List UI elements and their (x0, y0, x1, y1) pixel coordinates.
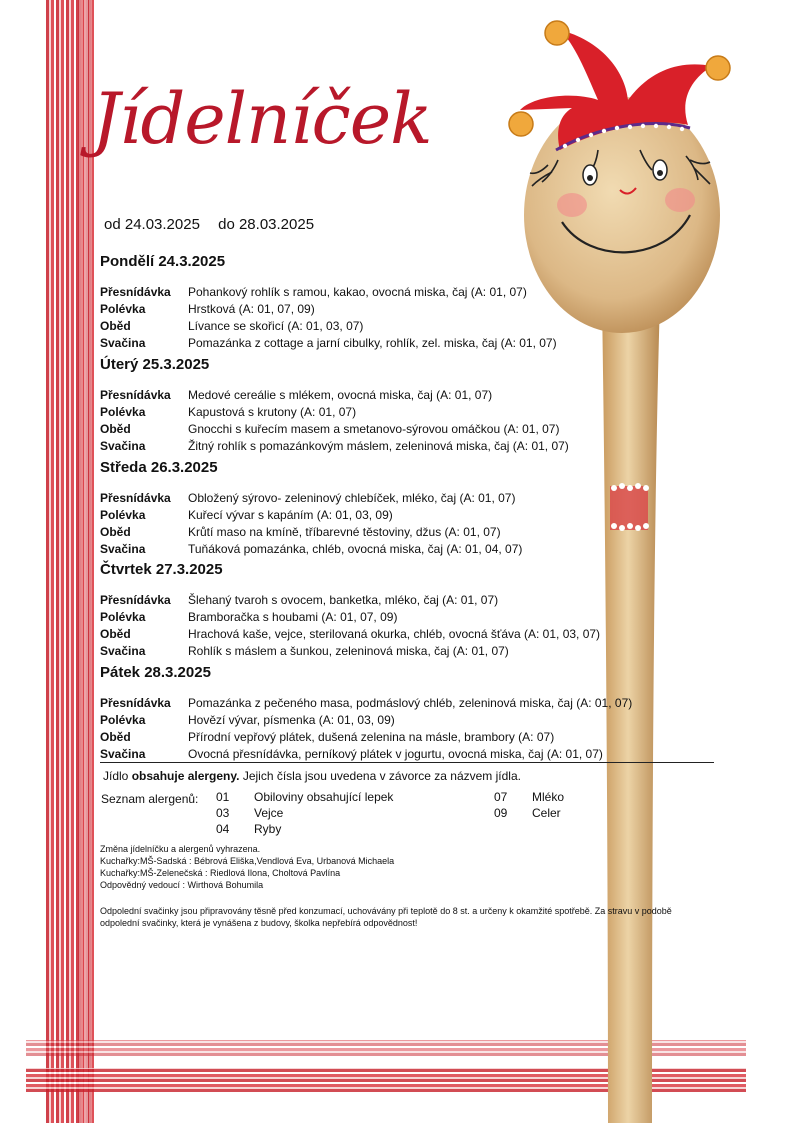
meal-row (100, 421, 720, 438)
meal-text: Bramboračka s houbami (A: 01, 07, 09) (188, 610, 398, 624)
meal-text: Gnocchi s kuřecím masem a smetanovo-sýrovou omáčkou (A: 01, 07) (188, 422, 560, 436)
meal-text: Pohankový rohlík s ramou, kakao, ovocná miska, čaj (A: 01, 07) (188, 285, 527, 299)
meal-label: Svačina (100, 336, 146, 350)
meal-text: Pomazánka z cottage a jarní cibulky, rohlík, zel. miska, čaj (A: 01, 07) (188, 336, 557, 350)
allergen-note (103, 769, 521, 783)
date-to: do 28.03.2025 (218, 216, 315, 233)
meal-text: Krůtí maso na kmíně, tříbarevné těstoviny, džus (A: 01, 07) (188, 525, 501, 539)
disclaimer-line-1: Odpolední svačinky jsou připravovány těsně před konzumací, uchovávány při teplotě do 8 st. a určeny k okamžité spotřebě. Za stravu v podobě (100, 906, 672, 916)
meal-text: Tuňáková pomazánka, chléb, ovocná miska, čaj (A: 01, 04, 07) (188, 542, 523, 556)
meal-text: Hrachová kaše, vejce, sterilovaná okurka, chléb, ovocná šťáva (A: 01, 03, 07) (188, 627, 601, 641)
meal-row (100, 318, 720, 335)
meal-row (100, 592, 720, 609)
meal-text: Medové cereálie s mlékem, ovocná miska, čaj (A: 01, 07) (188, 388, 493, 402)
day-block-thursday (100, 561, 720, 660)
staff-notes (100, 843, 794, 891)
meal-text: Rohlík s máslem a šunkou, zeleninová miska, čaj (A: 01, 07) (188, 644, 509, 658)
meal-text: Kapustová s krutony (A: 01, 07) (188, 405, 357, 419)
meal-text: Přírodní vepřový plátek, dušená zelenina na másle, brambory (A: 07) (188, 730, 555, 744)
divider (100, 762, 714, 763)
meal-label: Přesnídávka (100, 491, 171, 505)
note-manager: Odpovědný vedoucí : Wirthová Bohumila (100, 880, 264, 890)
allergen-note-post: Jejich čísla jsou uvedena v závorce za názvem jídla. (239, 769, 521, 783)
meal-row (100, 643, 720, 660)
meal-label: Svačina (100, 439, 146, 453)
disclaimer-line-2: odpolední svačinky, která je vynášena z budovy, školka nepřebírá odpovědnost! (100, 918, 418, 928)
allergen-code: 03 (216, 806, 230, 820)
meal-label: Přesnídávka (100, 285, 171, 299)
meal-label: Polévka (100, 302, 146, 316)
meal-row (100, 541, 720, 558)
meal-row (100, 335, 720, 352)
day-heading: Středa 26.3.2025 (100, 459, 218, 476)
meal-label: Přesnídávka (100, 696, 171, 710)
meal-label: Polévka (100, 610, 146, 624)
meal-row (100, 746, 720, 763)
meal-row (100, 695, 720, 712)
page-title: Jídelníček (92, 78, 432, 160)
meal-row (100, 490, 720, 507)
allergen-name: Ryby (254, 822, 282, 836)
meal-label: Oběd (100, 730, 131, 744)
date-from: od 24.03.2025 (104, 216, 200, 233)
meal-label: Oběd (100, 422, 131, 436)
note-cooks-zelenecska: Kuchařky:MŠ-Zelenečská : Riedlová Ilona, Choltová Pavlína (100, 868, 341, 878)
meal-text: Šlehaný tvaroh s ovocem, banketka, mléko, čaj (A: 01, 07) (188, 593, 499, 607)
meal-text: Žitný rohlík s pomazánkovým máslem, zeleninová miska, čaj (A: 01, 07) (188, 439, 569, 453)
meal-label: Oběd (100, 319, 131, 333)
meal-label: Polévka (100, 713, 146, 727)
meal-text: Hrstková (A: 01, 07, 09) (188, 302, 315, 316)
meal-text: Ovocná přesnídávka, perníkový plátek v jogurtu, ovocná miska, čaj (A: 01, 07) (188, 747, 603, 761)
allergen-name: Mléko (532, 790, 565, 804)
meal-text: Kuřecí vývar s kapáním (A: 01, 03, 09) (188, 508, 393, 522)
meal-label: Oběd (100, 525, 131, 539)
day-block-wednesday (100, 459, 720, 558)
meal-row (100, 729, 720, 746)
allergen-code: 01 (216, 790, 230, 804)
meal-label: Svačina (100, 644, 146, 658)
meal-label: Oběd (100, 627, 131, 641)
meal-row (100, 626, 720, 643)
allergen-code: 07 (494, 790, 508, 804)
meal-row (100, 609, 720, 626)
meal-row (100, 301, 720, 318)
date-range (104, 216, 328, 233)
day-heading: Úterý 25.3.2025 (100, 356, 210, 373)
day-heading: Pondělí 24.3.2025 (100, 253, 226, 270)
day-block-friday (100, 664, 720, 763)
day-heading: Pátek 28.3.2025 (100, 664, 211, 681)
meal-label: Polévka (100, 508, 146, 522)
allergen-name: Celer (532, 806, 561, 820)
day-heading: Čtvrtek 27.3.2025 (100, 561, 223, 578)
meal-text: Hovězí vývar, písmenka (A: 01, 03, 09) (188, 713, 395, 727)
allergen-note-pre: Jídlo (103, 769, 132, 783)
meal-row (100, 712, 720, 729)
meal-text: Obložený sýrovo- zeleninový chlebíček, mléko, čaj (A: 01, 07) (188, 491, 516, 505)
meal-row (100, 438, 720, 455)
meal-text: Lívance se skořicí (A: 01, 03, 07) (188, 319, 364, 333)
allergen-code: 09 (494, 806, 508, 820)
note-change: Změna jídelníčku a alergenů vyhrazena. (100, 844, 261, 854)
meal-row (100, 387, 720, 404)
meal-label: Svačina (100, 747, 146, 761)
allergen-name: Vejce (254, 806, 284, 820)
allergen-list (101, 790, 721, 840)
meal-label: Polévka (100, 405, 146, 419)
meal-row (100, 524, 720, 541)
meal-row (100, 284, 720, 301)
meal-text: Pomazánka z pečeného masa, podmáslový chléb, zeleninová miska, čaj (A: 01, 07) (188, 696, 633, 710)
meal-row (100, 507, 720, 524)
allergen-name: Obiloviny obsahující lepek (254, 790, 394, 804)
allergen-list-label: Seznam alergenů: (101, 792, 199, 806)
allergen-note-bold: obsahuje alergeny. (131, 769, 240, 783)
day-block-tuesday (100, 356, 720, 455)
day-block-monday (100, 253, 720, 352)
disclaimer (100, 905, 794, 929)
allergen-code: 04 (216, 822, 230, 836)
meal-label: Přesnídávka (100, 388, 171, 402)
meal-row (100, 404, 720, 421)
meal-label: Přesnídávka (100, 593, 171, 607)
meal-label: Svačina (100, 542, 146, 556)
note-cooks-sadska: Kuchařky:MŠ-Sadská : Bébrová Eliška,Vendlová Eva, Urbanová Michaela (100, 856, 395, 866)
